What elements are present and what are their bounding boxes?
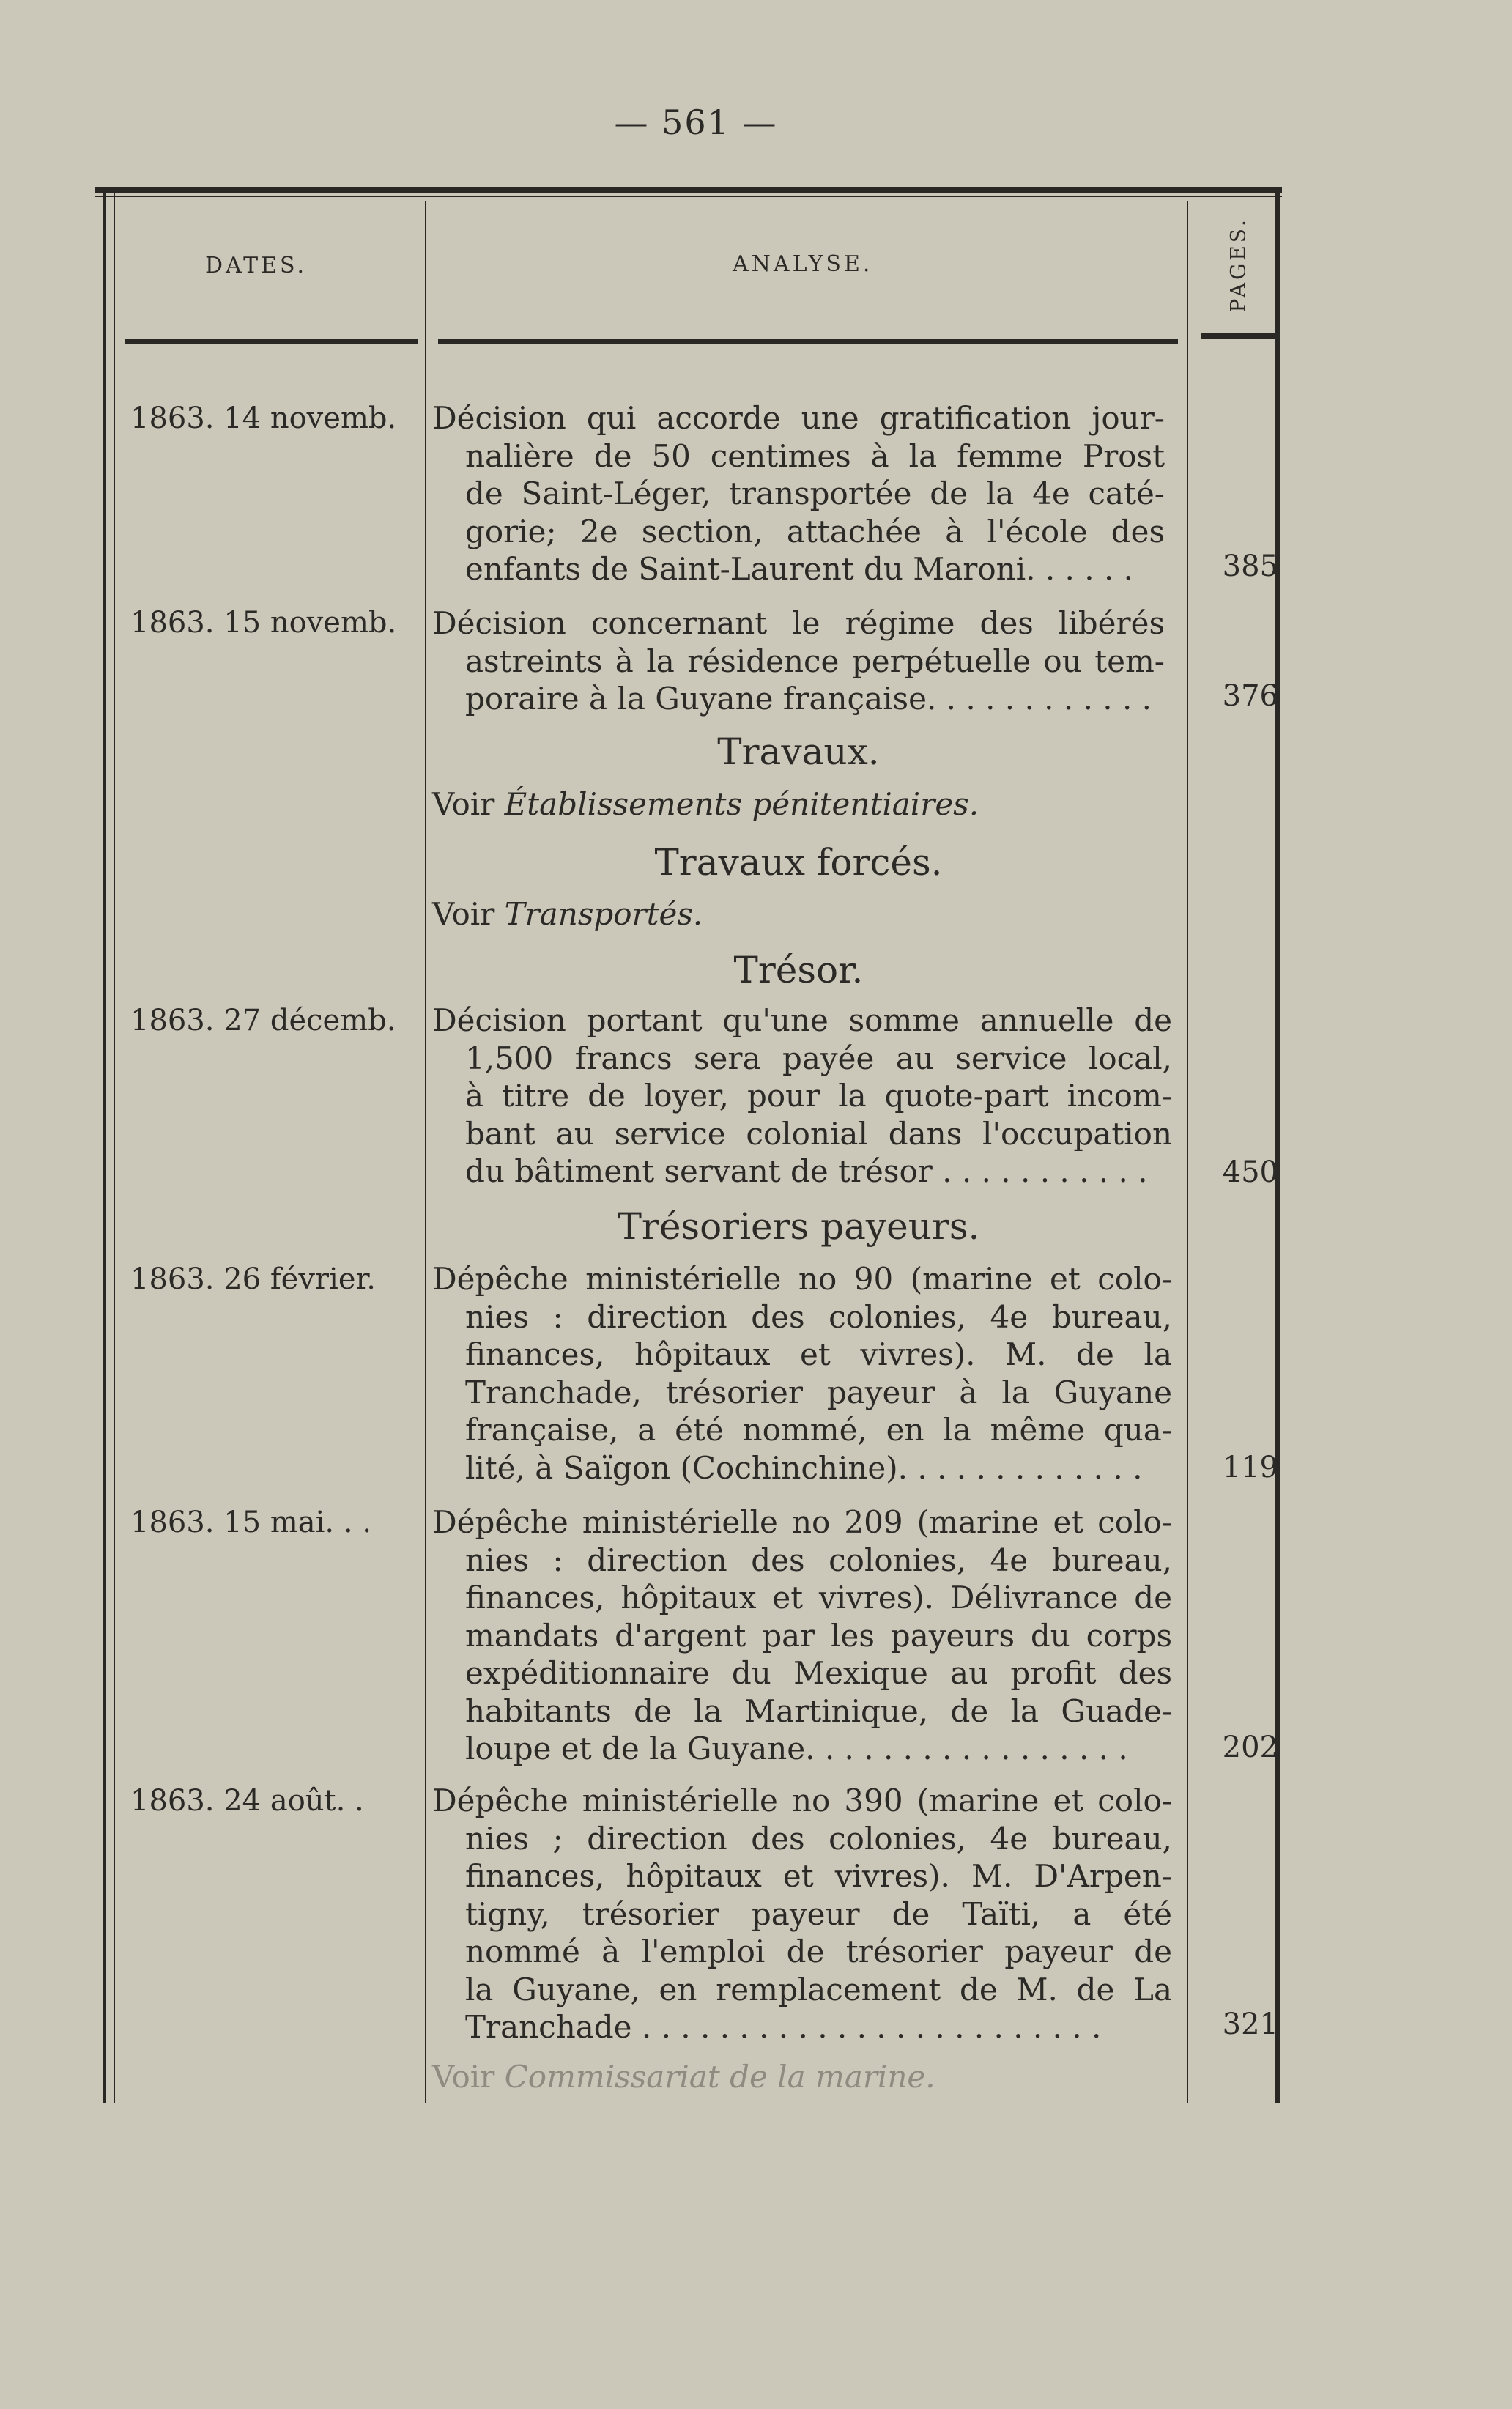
page-number: — 561 — <box>614 103 778 142</box>
entry-line: française, a été nommé, en la même qua- <box>465 1412 1172 1448</box>
analyse-header: ANALYSE. <box>733 251 873 277</box>
entry-line: lité, à Saïgon (Cochinchine). . . . . . . . . . . . . <box>465 1449 1143 1486</box>
entry-date: 1863. 24 août. . <box>130 1784 364 1818</box>
entry-line: loupe et de la Guyane. . . . . . . . . . . . . . . . . <box>465 1731 1128 1766</box>
dates-header: DATES. <box>205 253 308 278</box>
see-also-reference: Voir Établissements pénitentiaires. <box>432 786 979 822</box>
section-title-travaux: Travaux. <box>717 730 880 773</box>
right-border <box>1275 187 1280 2103</box>
entry-date: 1863. 14 novemb. <box>130 402 397 435</box>
entry-line: Décision portant qu'une somme annuelle de <box>432 1002 1172 1038</box>
entry-text <box>432 1782 1172 2046</box>
page-reference: 202 <box>1222 1731 1278 1764</box>
entry-line: Décision concernant le régime des libérés <box>432 605 1165 641</box>
entry-date: 1863. 27 décemb. <box>130 1004 396 1037</box>
entry-line: expéditionnaire du Mexique au profit des <box>465 1655 1172 1691</box>
page-reference: 376 <box>1222 679 1278 713</box>
entry-line: Dépêche ministérielle no 90 (marine et colo- <box>432 1261 1172 1297</box>
entry-date: 1863. 26 février. <box>130 1262 376 1296</box>
entry-line: Tranchade, trésorier payeur à la Guyane <box>465 1374 1172 1410</box>
entry-text <box>432 1260 1172 1487</box>
pages-header-underline <box>1201 333 1275 339</box>
entry-date: 1863. 15 mai. . . <box>130 1506 371 1539</box>
entry-line: nommé à l'emploi de trésorier payeur de <box>465 1934 1172 1969</box>
entry-text <box>432 399 1165 588</box>
entry-line: Dépêche ministérielle no 390 (marine et colo- <box>432 1783 1172 1818</box>
entry-line: de Saint-Léger, transportée de la 4e caté- <box>465 475 1165 511</box>
entry-line: nalière de 50 centimes à la femme Prost <box>465 437 1165 474</box>
see-also-reference: Voir Commissariat de la marine. <box>432 2059 935 2095</box>
entry-line: du bâtiment servant de trésor . . . . . . . . . . . <box>465 1153 1148 1189</box>
entry-line: poraire à la Guyane française. . . . . . . . . . . . <box>465 681 1152 717</box>
analyse-header-underline <box>438 339 1178 344</box>
entry-line: la Guyane, en remplacement de M. de La <box>465 1971 1172 2008</box>
entry-line: à titre de loyer, pour la quote-part incom- <box>465 1078 1172 1114</box>
page-reference: 119 <box>1222 1451 1278 1484</box>
entry-text <box>432 604 1165 718</box>
entry-line: astreints à la résidence perpétuelle ou tem- <box>465 643 1165 679</box>
entry-line: tigny, trésorier payeur de Taïti, a été <box>465 1895 1172 1932</box>
section-title-tresor: Trésor. <box>733 949 864 991</box>
entry-line: bant au service colonial dans l'occupation <box>465 1115 1172 1152</box>
page-reference: 450 <box>1222 1155 1278 1189</box>
entry-date: 1863. 15 novemb. <box>130 606 397 640</box>
entry-line: 1,500 francs sera payée au service local, <box>465 1040 1172 1076</box>
page-reference: 385 <box>1222 549 1278 583</box>
entry-line: gorie; 2e section, attachée à l'école des <box>465 513 1165 549</box>
page-reference: 321 <box>1222 2008 1278 2041</box>
entry-text <box>432 1503 1172 1768</box>
dates-header-underline <box>125 339 418 344</box>
entry-line: nies : direction des colonies, 4e bureau, <box>465 1542 1172 1578</box>
left-border <box>103 187 106 2103</box>
entry-line: nies : direction des colonies, 4e bureau, <box>465 1298 1172 1335</box>
entry-text <box>432 1002 1172 1191</box>
left-border-inner <box>114 187 115 2103</box>
entry-line: finances, hôpitaux et vivres). M. D'Arpen- <box>465 1858 1172 1894</box>
entry-line: enfants de Saint-Laurent du Maroni. . . . . . <box>465 551 1134 587</box>
section-title-travaux-forces: Travaux forcés. <box>654 841 943 884</box>
entry-line: finances, hôpitaux et vivres). M. de la <box>465 1336 1172 1372</box>
section-title-tresoriers-payeurs: Trésoriers payeurs. <box>617 1205 980 1248</box>
see-also-reference: Voir Transportés. <box>432 896 703 932</box>
entry-line: Tranchade . . . . . . . . . . . . . . . . . . . . . . . . <box>465 2009 1102 2045</box>
page-column-rule <box>1187 201 1188 2103</box>
entry-line: finances, hôpitaux et vivres). Délivrance de <box>465 1580 1172 1616</box>
entry-line: habitants de la Martinique, de la Guade- <box>465 1692 1172 1729</box>
top-rule <box>95 187 1282 193</box>
entry-line: mandats d'argent par les payeurs du corps <box>465 1617 1172 1654</box>
top-rule-thin <box>95 196 1282 197</box>
pages-header: PAGES. <box>1226 217 1250 313</box>
entry-line: nies ; direction des colonies, 4e bureau, <box>465 1820 1172 1857</box>
entry-line: Décision qui accorde une gratification jour- <box>432 400 1165 436</box>
entry-line: Dépêche ministérielle no 209 (marine et colo- <box>432 1504 1172 1540</box>
date-column-rule <box>425 201 426 2103</box>
index-table <box>95 187 1282 2103</box>
